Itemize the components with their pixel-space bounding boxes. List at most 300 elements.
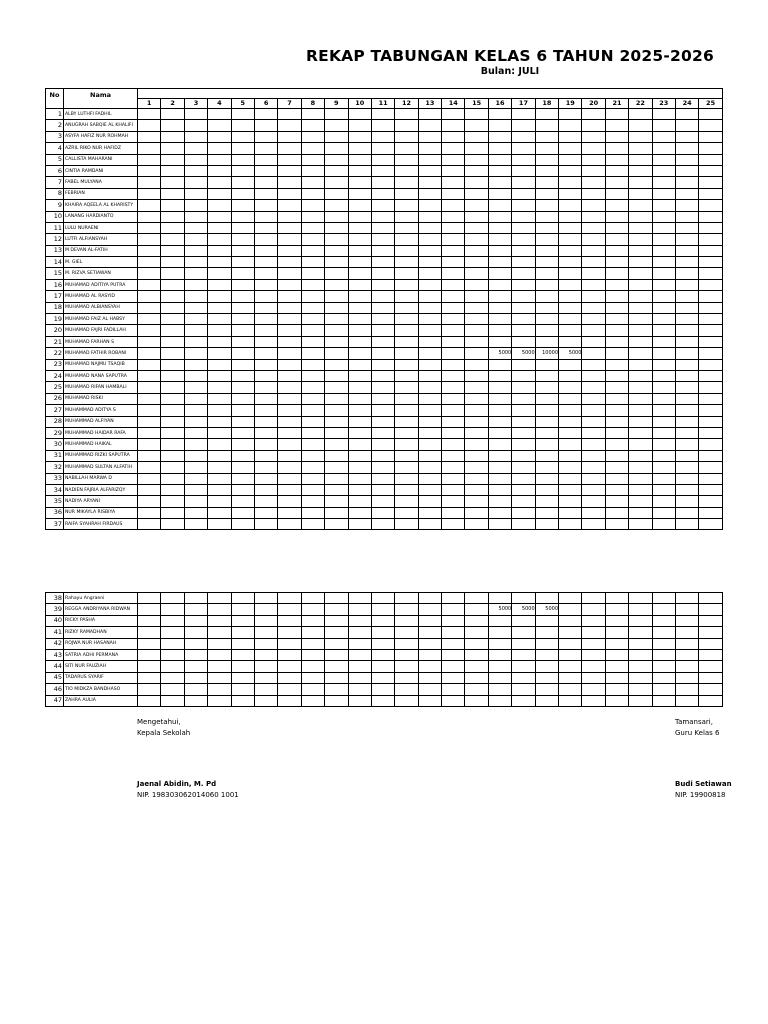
deposit-cell-day-13 xyxy=(418,519,441,530)
deposit-cell-day-13 xyxy=(418,593,441,604)
deposit-cell-day-21 xyxy=(605,695,628,706)
deposit-cell-day-11 xyxy=(371,143,394,154)
signature-principal-nip: NIP. 198303062014060 1001 xyxy=(137,791,239,799)
deposit-cell-day-23 xyxy=(652,200,675,211)
table-row xyxy=(46,302,723,313)
deposit-cell-day-9 xyxy=(325,291,348,302)
deposit-cell-day-23 xyxy=(652,325,675,336)
deposit-cell-day-6 xyxy=(254,593,277,604)
deposit-cell-day-21 xyxy=(605,120,628,131)
deposit-cell-day-14 xyxy=(442,302,465,313)
deposit-cell-day-3 xyxy=(184,188,207,199)
deposit-cell-day-12 xyxy=(395,507,418,518)
deposit-cell-day-15 xyxy=(465,370,488,381)
deposit-cell-day-4 xyxy=(208,268,231,279)
deposit-cell-day-14 xyxy=(442,348,465,359)
deposit-cell-day-2 xyxy=(161,462,184,473)
deposit-cell-day-18: 5000 xyxy=(535,604,558,615)
deposit-cell-day-12 xyxy=(395,200,418,211)
deposit-cell-day-25 xyxy=(699,507,722,518)
deposit-cell-day-23 xyxy=(652,484,675,495)
deposit-cell-day-25 xyxy=(699,325,722,336)
deposit-cell-day-23 xyxy=(652,427,675,438)
deposit-cell-day-4 xyxy=(208,638,231,649)
deposit-cell-day-23 xyxy=(652,120,675,131)
deposit-cell-day-5 xyxy=(231,177,254,188)
deposit-cell-day-7 xyxy=(278,314,301,325)
deposit-cell-day-6 xyxy=(254,462,277,473)
deposit-cell-day-13 xyxy=(418,405,441,416)
table-row xyxy=(46,462,723,473)
deposit-cell-day-20 xyxy=(582,348,605,359)
day-header-1: 1 xyxy=(138,99,161,109)
deposit-cell-day-19 xyxy=(559,484,582,495)
deposit-cell-day-22 xyxy=(629,507,652,518)
deposit-cell-day-20 xyxy=(582,291,605,302)
deposit-cell-day-16 xyxy=(488,257,511,268)
deposit-cell-day-9 xyxy=(325,314,348,325)
row-number: 46 xyxy=(46,684,64,695)
deposit-cell-day-19 xyxy=(559,200,582,211)
table-row xyxy=(46,427,723,438)
deposit-cell-day-13 xyxy=(418,200,441,211)
deposit-cell-day-13 xyxy=(418,325,441,336)
day-header-13: 13 xyxy=(418,99,441,109)
deposit-cell-day-19 xyxy=(559,359,582,370)
deposit-cell-day-19 xyxy=(559,496,582,507)
table-row xyxy=(46,684,723,695)
day-header-12: 12 xyxy=(395,99,418,109)
deposit-cell-day-25 xyxy=(699,211,722,222)
deposit-cell-day-18 xyxy=(535,165,558,176)
deposit-cell-day-22 xyxy=(629,314,652,325)
deposit-cell-day-3 xyxy=(184,695,207,706)
deposit-cell-day-3 xyxy=(184,222,207,233)
deposit-cell-day-1 xyxy=(138,450,161,461)
deposit-cell-day-1 xyxy=(138,507,161,518)
deposit-cell-day-8 xyxy=(301,649,324,660)
deposit-cell-day-16 xyxy=(488,165,511,176)
deposit-cell-day-18 xyxy=(535,222,558,233)
deposit-cell-day-9 xyxy=(325,177,348,188)
deposit-cell-day-17 xyxy=(512,257,535,268)
deposit-cell-day-25 xyxy=(699,416,722,427)
table-row xyxy=(46,370,723,381)
deposit-cell-day-15 xyxy=(465,627,488,638)
deposit-cell-day-14 xyxy=(442,439,465,450)
deposit-cell-day-19 xyxy=(559,450,582,461)
deposit-cell-day-9 xyxy=(325,416,348,427)
deposit-cell-day-12 xyxy=(395,593,418,604)
deposit-cell-day-4 xyxy=(208,165,231,176)
deposit-cell-day-5 xyxy=(231,359,254,370)
deposit-cell-day-9 xyxy=(325,131,348,142)
deposit-cell-day-17 xyxy=(512,405,535,416)
deposit-cell-day-21 xyxy=(605,177,628,188)
deposit-cell-day-24 xyxy=(675,615,698,626)
deposit-cell-day-21 xyxy=(605,519,628,530)
deposit-cell-day-2 xyxy=(161,154,184,165)
deposit-cell-day-3 xyxy=(184,684,207,695)
deposit-cell-day-16 xyxy=(488,188,511,199)
deposit-cell-day-17 xyxy=(512,234,535,245)
deposit-cell-day-7 xyxy=(278,462,301,473)
deposit-cell-day-15 xyxy=(465,120,488,131)
deposit-cell-day-9 xyxy=(325,245,348,256)
deposit-cell-day-19 xyxy=(559,416,582,427)
student-name: MUHAMMAD HAIKAL xyxy=(64,439,138,450)
deposit-cell-day-6 xyxy=(254,450,277,461)
table-row xyxy=(46,661,723,672)
deposit-cell-day-19 xyxy=(559,131,582,142)
deposit-cell-day-14 xyxy=(442,519,465,530)
deposit-cell-day-20 xyxy=(582,143,605,154)
deposit-cell-day-11 xyxy=(371,165,394,176)
deposit-cell-day-16 xyxy=(488,684,511,695)
deposit-cell-day-20 xyxy=(582,484,605,495)
deposit-cell-day-7 xyxy=(278,348,301,359)
deposit-cell-day-16 xyxy=(488,416,511,427)
deposit-cell-day-19 xyxy=(559,473,582,484)
deposit-cell-day-19 xyxy=(559,638,582,649)
deposit-cell-day-10 xyxy=(348,325,371,336)
student-name: NADIYA ARYANI xyxy=(64,496,138,507)
deposit-cell-day-15 xyxy=(465,257,488,268)
table-row xyxy=(46,439,723,450)
deposit-cell-day-5 xyxy=(231,649,254,660)
deposit-cell-day-6 xyxy=(254,684,277,695)
deposit-cell-day-10 xyxy=(348,257,371,268)
day-header-22: 22 xyxy=(629,99,652,109)
deposit-cell-day-23 xyxy=(652,439,675,450)
deposit-cell-day-7 xyxy=(278,627,301,638)
row-number: 42 xyxy=(46,638,64,649)
deposit-cell-day-18 xyxy=(535,291,558,302)
deposit-cell-day-17 xyxy=(512,200,535,211)
deposit-cell-day-6 xyxy=(254,131,277,142)
day-header-2: 2 xyxy=(161,99,184,109)
day-header-6: 6 xyxy=(254,99,277,109)
deposit-cell-day-3 xyxy=(184,268,207,279)
deposit-cell-day-15 xyxy=(465,649,488,660)
deposit-cell-day-21 xyxy=(605,268,628,279)
deposit-cell-day-8 xyxy=(301,695,324,706)
row-number: 30 xyxy=(46,439,64,450)
deposit-cell-day-20 xyxy=(582,222,605,233)
deposit-cell-day-18 xyxy=(535,649,558,660)
deposit-cell-day-11 xyxy=(371,222,394,233)
deposit-cell-day-10 xyxy=(348,604,371,615)
deposit-cell-day-2 xyxy=(161,325,184,336)
deposit-cell-day-21 xyxy=(605,222,628,233)
deposit-cell-day-15 xyxy=(465,382,488,393)
deposit-cell-day-10 xyxy=(348,439,371,450)
deposit-cell-day-25 xyxy=(699,257,722,268)
deposit-cell-day-13 xyxy=(418,416,441,427)
document-subtitle: Bulan: JULI xyxy=(480,66,540,77)
deposit-cell-day-5 xyxy=(231,245,254,256)
deposit-cell-day-15 xyxy=(465,336,488,347)
deposit-cell-day-24 xyxy=(675,439,698,450)
student-name: NADIEN FAJRIA ALFARIZQY xyxy=(64,484,138,495)
deposit-cell-day-5 xyxy=(231,314,254,325)
deposit-cell-day-10 xyxy=(348,120,371,131)
deposit-cell-day-15 xyxy=(465,416,488,427)
deposit-cell-day-1 xyxy=(138,484,161,495)
deposit-cell-day-22 xyxy=(629,427,652,438)
student-name: MUHAMAD ALBIANSYAH xyxy=(64,302,138,313)
deposit-cell-day-23 xyxy=(652,131,675,142)
deposit-cell-day-17 xyxy=(512,519,535,530)
deposit-cell-day-2 xyxy=(161,211,184,222)
deposit-cell-day-2 xyxy=(161,382,184,393)
deposit-cell-day-11 xyxy=(371,291,394,302)
deposit-cell-day-19 xyxy=(559,268,582,279)
deposit-cell-day-13 xyxy=(418,450,441,461)
deposit-cell-day-25 xyxy=(699,484,722,495)
deposit-cell-day-12 xyxy=(395,291,418,302)
deposit-cell-day-13 xyxy=(418,672,441,683)
deposit-cell-day-15 xyxy=(465,450,488,461)
deposit-cell-day-22 xyxy=(629,519,652,530)
day-header-band xyxy=(138,89,723,99)
deposit-cell-day-1 xyxy=(138,393,161,404)
row-number: 3 xyxy=(46,131,64,142)
deposit-cell-day-2 xyxy=(161,519,184,530)
deposit-cell-day-9 xyxy=(325,427,348,438)
deposit-cell-day-18 xyxy=(535,416,558,427)
deposit-cell-day-15 xyxy=(465,684,488,695)
deposit-cell-day-10 xyxy=(348,143,371,154)
deposit-cell-day-19 xyxy=(559,615,582,626)
deposit-cell-day-7 xyxy=(278,268,301,279)
student-name: ZAHRA AULIA xyxy=(64,695,138,706)
deposit-cell-day-17 xyxy=(512,615,535,626)
deposit-cell-day-1 xyxy=(138,200,161,211)
deposit-cell-day-12 xyxy=(395,672,418,683)
deposit-cell-day-3 xyxy=(184,615,207,626)
deposit-cell-day-15 xyxy=(465,302,488,313)
deposit-cell-day-19 xyxy=(559,370,582,381)
deposit-cell-day-18 xyxy=(535,370,558,381)
deposit-cell-day-14 xyxy=(442,165,465,176)
deposit-cell-day-2 xyxy=(161,359,184,370)
deposit-cell-day-10 xyxy=(348,484,371,495)
deposit-cell-day-4 xyxy=(208,684,231,695)
row-number: 11 xyxy=(46,222,64,233)
deposit-cell-day-14 xyxy=(442,507,465,518)
student-name: ASYFA HAFIZ NUR ROHMAH xyxy=(64,131,138,142)
deposit-cell-day-22 xyxy=(629,268,652,279)
deposit-cell-day-10 xyxy=(348,638,371,649)
deposit-cell-day-1 xyxy=(138,211,161,222)
deposit-cell-day-17 xyxy=(512,359,535,370)
deposit-cell-day-19 xyxy=(559,302,582,313)
deposit-cell-day-6 xyxy=(254,393,277,404)
deposit-cell-day-9 xyxy=(325,109,348,120)
deposit-cell-day-10 xyxy=(348,661,371,672)
student-name: LANANG HARDIANTO xyxy=(64,211,138,222)
deposit-cell-day-6 xyxy=(254,200,277,211)
deposit-cell-day-20 xyxy=(582,695,605,706)
deposit-cell-day-25 xyxy=(699,405,722,416)
deposit-cell-day-20 xyxy=(582,109,605,120)
deposit-cell-day-24 xyxy=(675,279,698,290)
deposit-cell-day-9 xyxy=(325,268,348,279)
deposit-cell-day-25 xyxy=(699,627,722,638)
deposit-cell-day-9 xyxy=(325,473,348,484)
deposit-cell-day-4 xyxy=(208,131,231,142)
deposit-cell-day-20 xyxy=(582,245,605,256)
deposit-cell-day-20 xyxy=(582,234,605,245)
deposit-cell-day-8 xyxy=(301,507,324,518)
table-row xyxy=(46,519,723,530)
deposit-cell-day-13 xyxy=(418,695,441,706)
deposit-cell-day-13 xyxy=(418,279,441,290)
deposit-cell-day-3 xyxy=(184,154,207,165)
deposit-cell-day-4 xyxy=(208,427,231,438)
deposit-cell-day-20 xyxy=(582,496,605,507)
deposit-cell-day-8 xyxy=(301,427,324,438)
table-row xyxy=(46,325,723,336)
deposit-cell-day-11 xyxy=(371,211,394,222)
deposit-cell-day-3 xyxy=(184,382,207,393)
deposit-cell-day-18 xyxy=(535,450,558,461)
deposit-cell-day-10 xyxy=(348,462,371,473)
deposit-cell-day-14 xyxy=(442,314,465,325)
deposit-cell-day-22 xyxy=(629,450,652,461)
deposit-cell-day-4 xyxy=(208,245,231,256)
table-row xyxy=(46,120,723,131)
row-number: 20 xyxy=(46,325,64,336)
deposit-cell-day-24 xyxy=(675,672,698,683)
deposit-cell-day-10 xyxy=(348,627,371,638)
deposit-cell-day-5 xyxy=(231,370,254,381)
deposit-cell-day-12 xyxy=(395,638,418,649)
deposit-cell-day-17 xyxy=(512,684,535,695)
deposit-cell-day-10 xyxy=(348,348,371,359)
deposit-cell-day-2 xyxy=(161,109,184,120)
deposit-cell-day-13 xyxy=(418,359,441,370)
deposit-cell-day-11 xyxy=(371,462,394,473)
deposit-cell-day-13 xyxy=(418,211,441,222)
deposit-cell-day-10 xyxy=(348,416,371,427)
row-number: 21 xyxy=(46,336,64,347)
student-name: MUHAMAD NANA SAPUTRA xyxy=(64,370,138,381)
student-name: ROJWA NUR HASANAH xyxy=(64,638,138,649)
deposit-cell-day-22 xyxy=(629,245,652,256)
deposit-cell-day-21 xyxy=(605,405,628,416)
table-row xyxy=(46,359,723,370)
deposit-cell-day-6 xyxy=(254,695,277,706)
student-name: M DEVAN AL-FATIH xyxy=(64,245,138,256)
deposit-cell-day-6 xyxy=(254,348,277,359)
deposit-cell-day-4 xyxy=(208,519,231,530)
deposit-cell-day-22 xyxy=(629,405,652,416)
deposit-cell-day-12 xyxy=(395,245,418,256)
deposit-cell-day-1 xyxy=(138,279,161,290)
row-number: 36 xyxy=(46,507,64,518)
deposit-cell-day-14 xyxy=(442,604,465,615)
student-name: SATRIA ADHI PERMANA xyxy=(64,649,138,660)
deposit-cell-day-14 xyxy=(442,462,465,473)
deposit-cell-day-2 xyxy=(161,314,184,325)
deposit-cell-day-7 xyxy=(278,427,301,438)
deposit-cell-day-6 xyxy=(254,627,277,638)
deposit-cell-day-2 xyxy=(161,484,184,495)
deposit-cell-day-6 xyxy=(254,336,277,347)
deposit-cell-day-16 xyxy=(488,302,511,313)
deposit-cell-day-6 xyxy=(254,661,277,672)
student-name: MUHAMMAD RIZKI SAPUTRA xyxy=(64,450,138,461)
deposit-cell-day-6 xyxy=(254,325,277,336)
deposit-cell-day-3 xyxy=(184,484,207,495)
deposit-cell-day-5 xyxy=(231,131,254,142)
deposit-cell-day-15 xyxy=(465,211,488,222)
deposit-cell-day-16 xyxy=(488,427,511,438)
deposit-cell-day-22 xyxy=(629,120,652,131)
deposit-cell-day-15 xyxy=(465,154,488,165)
deposit-cell-day-3 xyxy=(184,131,207,142)
deposit-cell-day-23 xyxy=(652,672,675,683)
deposit-cell-day-5 xyxy=(231,672,254,683)
deposit-cell-day-11 xyxy=(371,245,394,256)
deposit-cell-day-23 xyxy=(652,257,675,268)
deposit-cell-day-5 xyxy=(231,462,254,473)
row-number: 41 xyxy=(46,627,64,638)
deposit-cell-day-20 xyxy=(582,131,605,142)
deposit-cell-day-10 xyxy=(348,496,371,507)
deposit-cell-day-18 xyxy=(535,427,558,438)
deposit-cell-day-17 xyxy=(512,416,535,427)
deposit-cell-day-10 xyxy=(348,211,371,222)
deposit-cell-day-22 xyxy=(629,143,652,154)
deposit-cell-day-16 xyxy=(488,314,511,325)
student-name: ALBY LUTHFI FADHIL xyxy=(64,109,138,120)
deposit-cell-day-20 xyxy=(582,649,605,660)
deposit-cell-day-14 xyxy=(442,638,465,649)
deposit-cell-day-8 xyxy=(301,382,324,393)
deposit-cell-day-22 xyxy=(629,416,652,427)
day-header-11: 11 xyxy=(371,99,394,109)
deposit-cell-day-6 xyxy=(254,382,277,393)
deposit-cell-day-25 xyxy=(699,291,722,302)
deposit-cell-day-6 xyxy=(254,211,277,222)
deposit-cell-day-2 xyxy=(161,405,184,416)
row-number: 19 xyxy=(46,314,64,325)
signature-teacher-details xyxy=(675,779,732,801)
student-name: MUHAMAD FAJRI FADILLAH xyxy=(64,325,138,336)
deposit-cell-day-9 xyxy=(325,604,348,615)
deposit-cell-day-22 xyxy=(629,370,652,381)
deposit-cell-day-24 xyxy=(675,393,698,404)
deposit-cell-day-24 xyxy=(675,257,698,268)
deposit-cell-day-1 xyxy=(138,416,161,427)
deposit-cell-day-24 xyxy=(675,638,698,649)
deposit-cell-day-15 xyxy=(465,200,488,211)
table-row xyxy=(46,649,723,660)
deposit-cell-day-11 xyxy=(371,370,394,381)
deposit-cell-day-9 xyxy=(325,672,348,683)
deposit-cell-day-14 xyxy=(442,177,465,188)
deposit-cell-day-24 xyxy=(675,314,698,325)
row-number: 27 xyxy=(46,405,64,416)
deposit-cell-day-3 xyxy=(184,109,207,120)
deposit-cell-day-5 xyxy=(231,661,254,672)
deposit-cell-day-20 xyxy=(582,154,605,165)
deposit-cell-day-3 xyxy=(184,593,207,604)
deposit-cell-day-1 xyxy=(138,672,161,683)
